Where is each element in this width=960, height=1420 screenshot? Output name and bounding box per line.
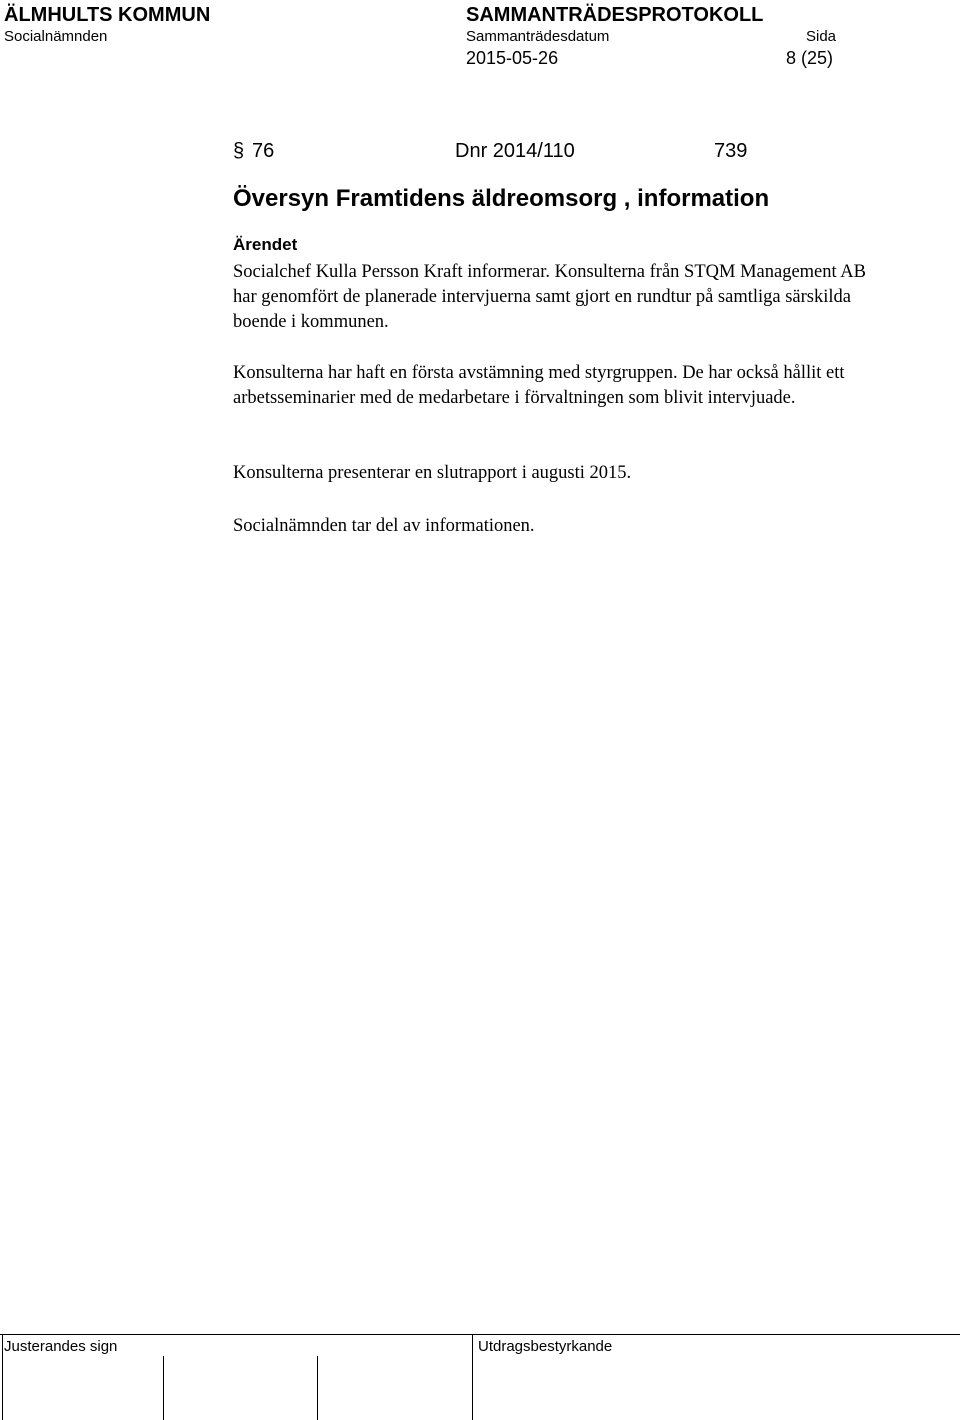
utdragsbestyrkande-label: Utdragsbestyrkande bbox=[478, 1338, 613, 1355]
paragraph-sign: § bbox=[233, 140, 245, 162]
subheading-arendet: Ärendet bbox=[233, 235, 298, 254]
committee-name: Socialnämnden bbox=[4, 28, 108, 45]
body-paragraph: Socialchef Kulla Persson Kraft informerar. Konsulterna från STQM Management AB har genomfört de planerade intervjuerna samt gjort en rundtur på samtliga särskilda boende i kommunen. bbox=[233, 262, 866, 332]
meeting-date-label: Sammanträdesdatum bbox=[466, 28, 610, 45]
signature-box-border bbox=[472, 1334, 473, 1420]
dnr-number: Dnr 2014/110 bbox=[455, 140, 575, 162]
signature-box-border bbox=[2, 1334, 3, 1420]
org-name: ÄLMHULTS KOMMUN bbox=[4, 4, 211, 26]
signature-box-divider bbox=[317, 1356, 318, 1420]
section-number: 76 bbox=[252, 140, 275, 162]
meeting-date: 2015-05-26 bbox=[466, 48, 559, 68]
section-title: Översyn Framtidens äldreomsorg , information bbox=[233, 185, 770, 212]
body-paragraph: Konsulterna har haft en första avstämning med styrgruppen. De har också hållit ett arbetsseminarier med de medarbetare i förvaltningen som blivit intervjuade. bbox=[233, 363, 845, 408]
page-number: 8 (25) bbox=[786, 48, 834, 68]
justerandes-sign-label: Justerandes sign bbox=[4, 1338, 118, 1355]
document-type: SAMMANTRÄDESPROTOKOLL bbox=[466, 4, 764, 26]
signature-box-divider bbox=[163, 1356, 164, 1420]
body-paragraph: Socialnämnden tar del av informationen. bbox=[233, 516, 535, 536]
page-label: Sida bbox=[806, 28, 837, 45]
body-paragraph: Konsulterna presenterar en slutrapport i augusti 2015. bbox=[233, 463, 632, 483]
footer-divider bbox=[0, 1334, 960, 1335]
reference-number: 739 bbox=[714, 140, 748, 162]
